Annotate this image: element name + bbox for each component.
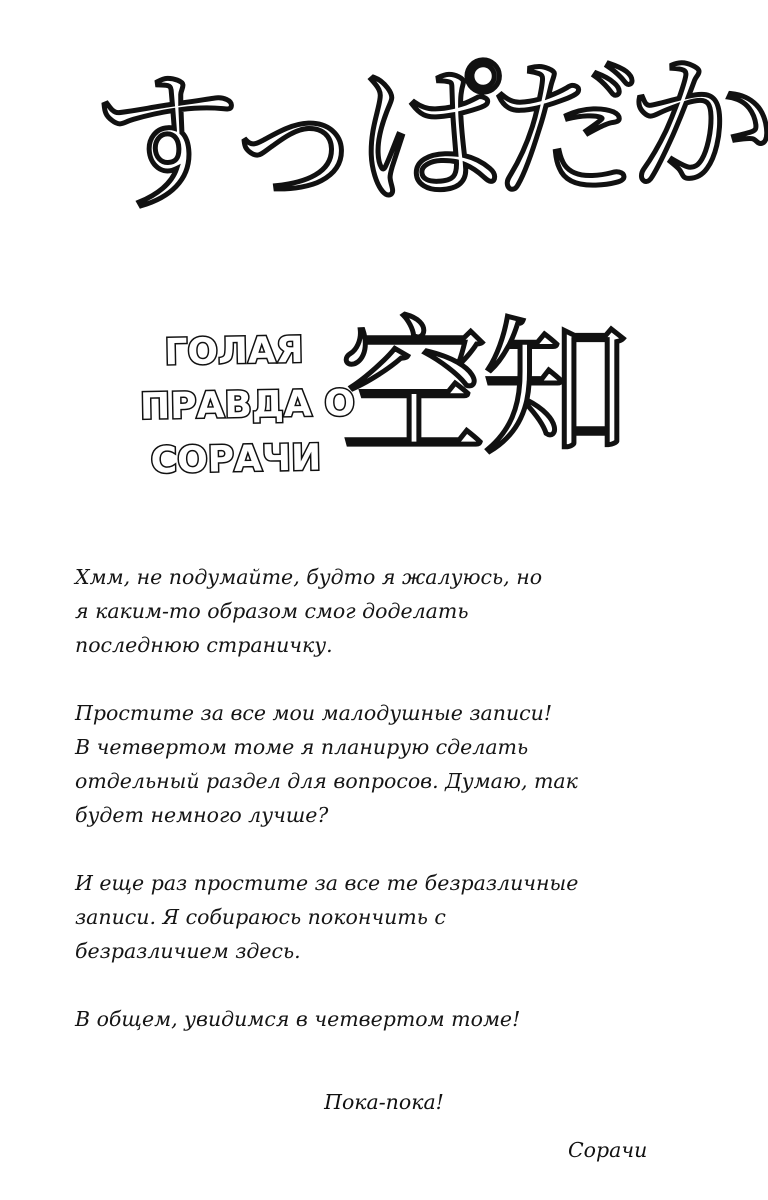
text-line: безразличием здесь. (75, 939, 301, 963)
russian-title-line-2: ПРАВДА О (139, 382, 356, 428)
text-line: отдельный раздел для вопросов. Думаю, так (75, 769, 578, 793)
russian-title (139, 323, 356, 488)
russian-title-line-1: ГОЛАЯ (164, 329, 304, 374)
paragraph-2 (75, 696, 705, 832)
author-signature: Сорачи (568, 1138, 648, 1162)
russian-title-line-3: СОРАЧИ (150, 437, 322, 482)
paragraph-3 (75, 866, 705, 968)
text-line: последнюю страничку. (75, 633, 333, 657)
text-line: Хмм, не подумайте, будто я жалуюсь, но (75, 565, 543, 589)
japanese-title-kana: すっぱだか (89, 36, 766, 234)
text-line: я каким-то образом смог доделать (75, 599, 469, 623)
text-line: записи. Я собираюсь покончить с (75, 905, 446, 929)
paragraph-4 (75, 1002, 705, 1036)
text-line: В общем, увидимся в четвертом томе! (75, 1007, 521, 1031)
text-line: В четвертом томе я планирую сделать (75, 735, 529, 759)
text-line: Простите за все мои малодушные записи! (75, 701, 553, 725)
afterword-body (75, 560, 705, 1070)
text-line: будет немного лучше? (75, 803, 329, 827)
paragraph-1 (75, 560, 705, 662)
japanese-title-kanji: 空知 (340, 303, 624, 475)
text-line: И еще раз простите за все те безразличные (75, 871, 579, 895)
signoff: Пока-пока! (324, 1090, 444, 1114)
